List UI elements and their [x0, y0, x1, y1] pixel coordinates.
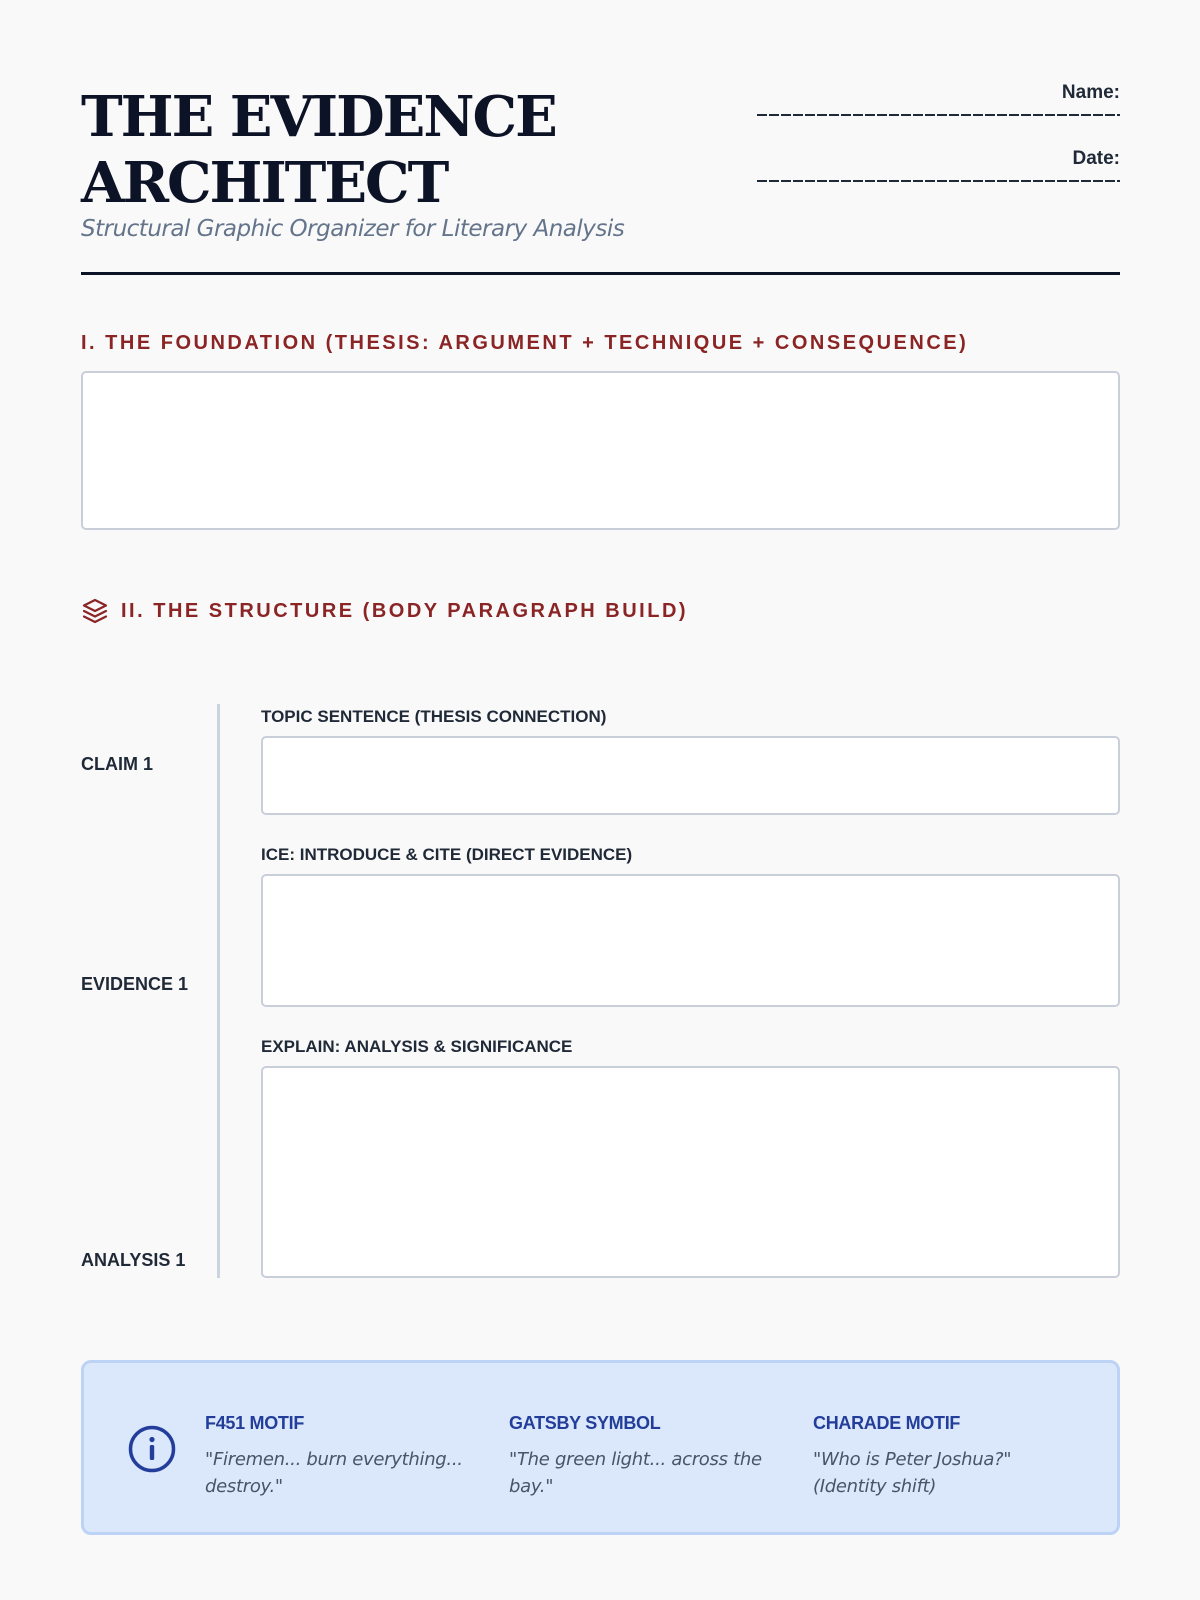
topic-sentence-label: TOPIC SENTENCE (THESIS CONNECTION)	[261, 707, 607, 726]
title-line-1: THE EVIDENCE	[81, 84, 556, 150]
title-line-2: ARCHITECT	[81, 150, 448, 216]
example-f451	[205, 1413, 465, 1500]
date-label: Date:	[1072, 148, 1120, 169]
example-quote: "The green light... across the bay."	[509, 1449, 762, 1497]
info-icon	[127, 1424, 177, 1474]
page-title	[81, 84, 556, 216]
foundation-heading: I. THE FOUNDATION (THESIS: ARGUMENT + TECHNIQUE + CONSEQUENCE)	[81, 332, 969, 354]
example-title: GATSBY SYMBOL	[509, 1413, 661, 1433]
example-quote: "Who is Peter Joshua?" (Identity shift)	[813, 1449, 1012, 1497]
layers-icon	[81, 597, 109, 625]
name-label: Name:	[1061, 82, 1120, 103]
example-quote: "Firemen... burn everything... destroy."	[205, 1449, 463, 1497]
structure-heading-text: II. THE STRUCTURE (BODY PARAGRAPH BUILD)	[121, 599, 689, 622]
example-title: CHARADE MOTIF	[813, 1413, 961, 1433]
page-subtitle: Structural Graphic Organizer for Literary Analysis	[81, 216, 625, 242]
analysis-label: ANALYSIS 1	[81, 1250, 186, 1270]
structure-heading	[81, 597, 688, 625]
evidence-label: EVIDENCE 1	[81, 974, 189, 994]
topic-sentence-input[interactable]	[261, 736, 1120, 815]
evidence-input[interactable]	[261, 874, 1120, 1007]
example-title: F451 MOTIF	[205, 1413, 305, 1433]
structure-divider	[217, 704, 220, 1278]
worksheet-page	[81, 0, 1120, 1600]
date-row	[750, 146, 1120, 212]
examples-panel	[81, 1360, 1120, 1535]
example-gatsby	[509, 1413, 769, 1500]
header-divider	[81, 272, 1120, 275]
ice-label: ICE: INTRODUCE & CITE (DIRECT EVIDENCE)	[261, 845, 633, 864]
date-field[interactable]	[757, 180, 1120, 182]
explain-label: EXPLAIN: ANALYSIS & SIGNIFICANCE	[261, 1037, 573, 1056]
analysis-input[interactable]	[261, 1066, 1120, 1278]
example-charade	[813, 1413, 1063, 1500]
claim-label: CLAIM 1	[81, 754, 153, 774]
name-row	[750, 80, 1120, 146]
name-field[interactable]	[757, 114, 1120, 116]
thesis-input-box[interactable]	[81, 371, 1120, 530]
student-meta	[750, 80, 1120, 212]
